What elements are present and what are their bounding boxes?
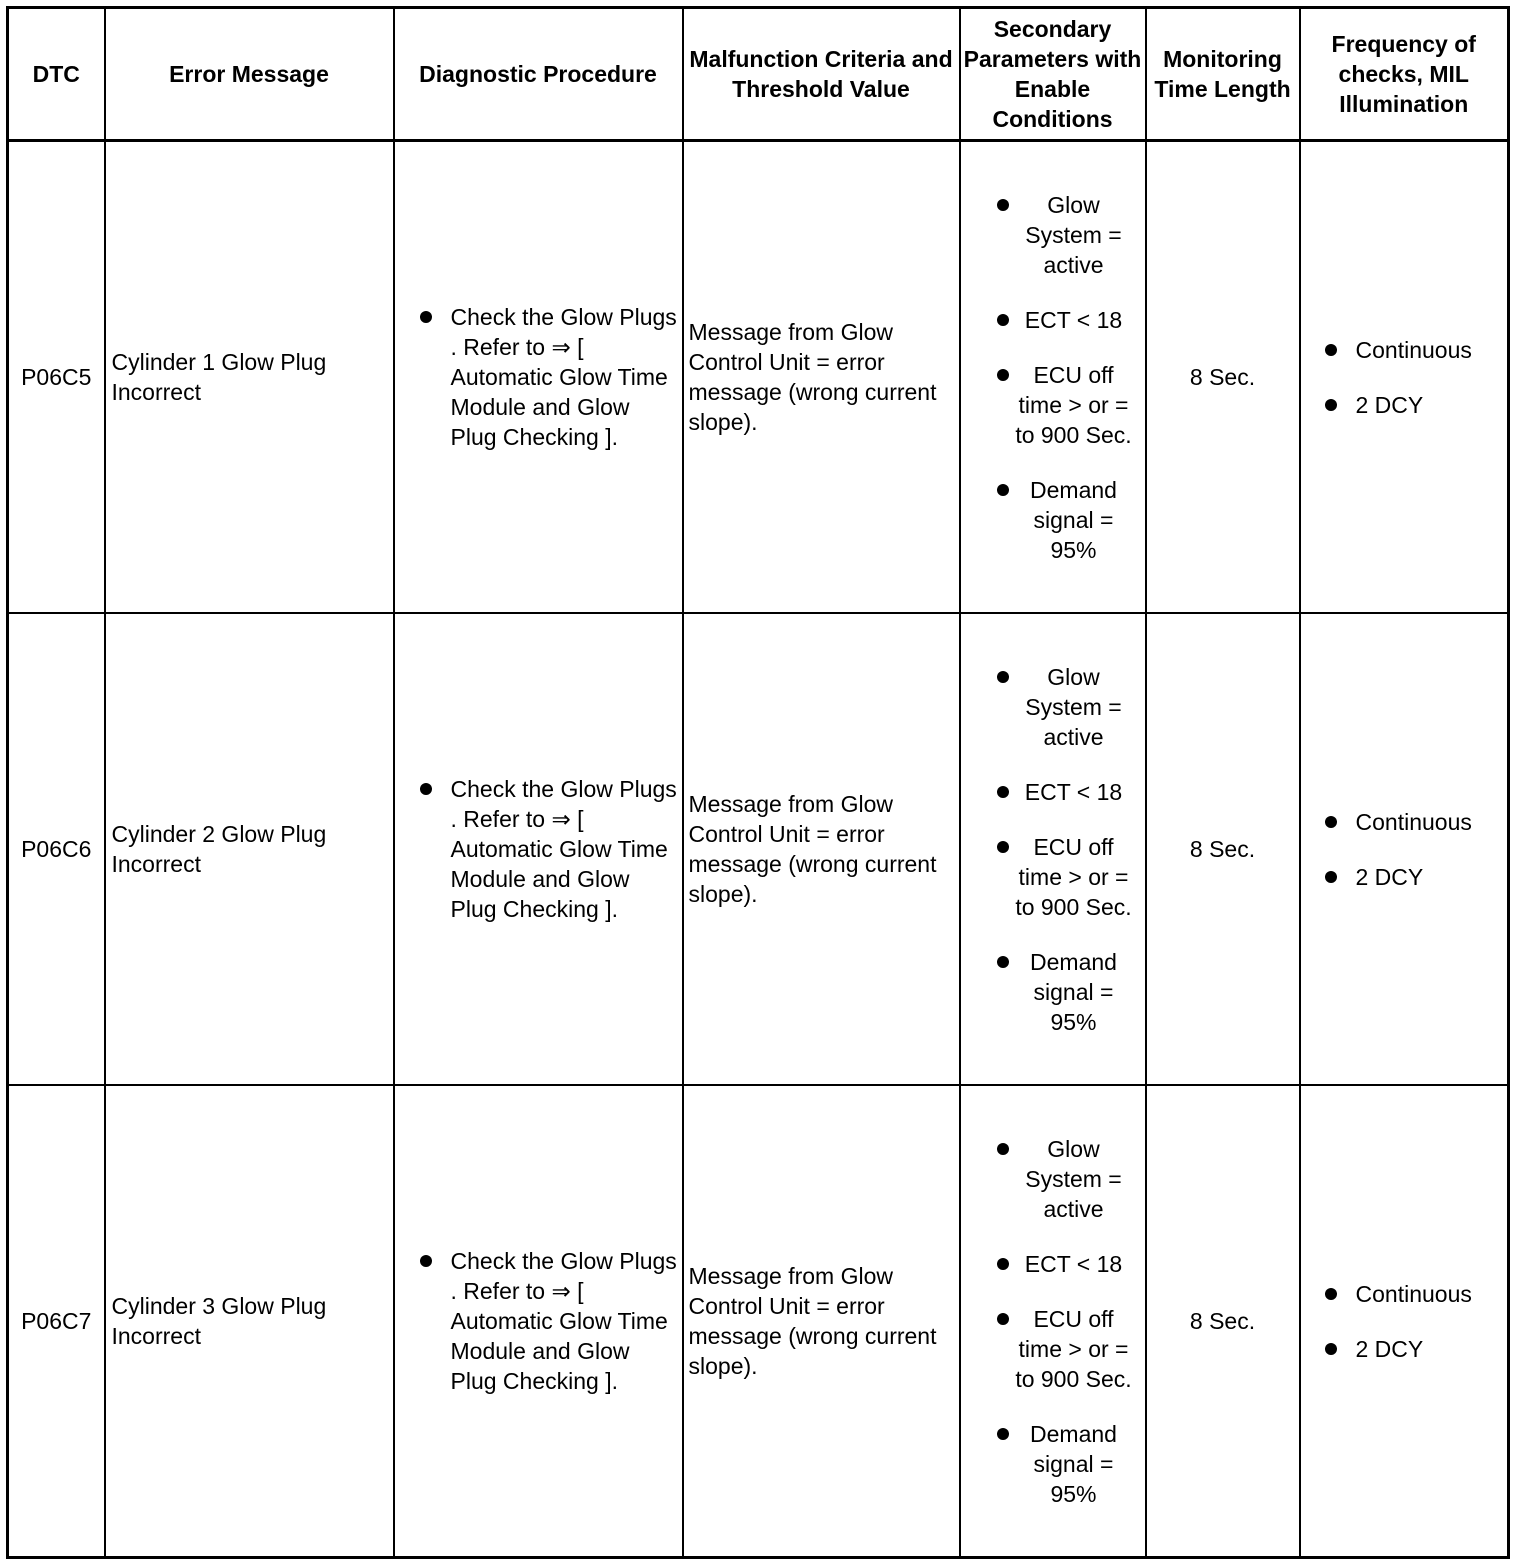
bullet-icon: [997, 484, 1009, 496]
secondary-param-text: Demand signal = 95%: [1030, 948, 1117, 1035]
monitoring-time: 8 Sec.: [1146, 1085, 1300, 1558]
secondary-param-item: [1013, 777, 1135, 807]
frequency-text: Continuous: [1355, 336, 1472, 363]
frequency-text: 2 DCY: [1355, 1335, 1424, 1362]
frequency-text: Continuous: [1355, 1280, 1472, 1307]
header-dtc: DTC: [8, 8, 105, 141]
diagnostic-procedure-cell: [394, 1085, 683, 1558]
dtc-document: [6, 6, 1510, 1559]
secondary-param-item: [1013, 662, 1135, 752]
frequency-text: Continuous: [1355, 808, 1472, 835]
secondary-param-item: [1013, 832, 1135, 922]
secondary-param-item: [1013, 475, 1135, 565]
secondary-param-text: Demand signal = 95%: [1030, 1420, 1117, 1507]
procedure-text: Check the Glow Plugs . Refer to ⇒ [ Automatic Glow Time Module and Glow Plug Checking ].: [450, 304, 677, 450]
malfunction-criteria: Message from Glow Control Unit = error message (wrong current slope).: [683, 613, 960, 1085]
header-diagnostic-procedure: Diagnostic Procedure: [394, 8, 683, 141]
bullet-icon: [1325, 344, 1337, 356]
secondary-param-item: [1013, 305, 1135, 335]
frequency-text: 2 DCY: [1355, 391, 1424, 418]
diagnostic-procedure-cell: [394, 613, 683, 1085]
frequency-cell: [1300, 613, 1509, 1085]
secondary-param-item: [1013, 1249, 1135, 1279]
frequency-item: [1325, 390, 1508, 420]
secondary-param-item: [1013, 1304, 1135, 1394]
secondary-param-item: [1013, 1134, 1135, 1224]
secondary-param-text: Demand signal = 95%: [1030, 476, 1117, 563]
header-monitoring-time: Monitoring Time Length: [1146, 8, 1300, 141]
dtc-code: P06C5: [8, 141, 105, 614]
frequency-item: [1325, 862, 1508, 892]
procedure-item: [417, 774, 682, 924]
secondary-param-text: ECT < 18: [1024, 306, 1123, 333]
table-row: [8, 141, 1509, 614]
header-secondary-parameters: Secondary Parameters with Enable Conditions: [960, 8, 1146, 141]
secondary-param-text: Glow System = active: [1025, 1135, 1122, 1222]
bullet-icon: [997, 1428, 1009, 1440]
bullet-icon: [1325, 871, 1337, 883]
bullet-icon: [420, 311, 432, 323]
secondary-parameters-cell: [960, 141, 1146, 614]
diagnostic-procedure-cell: [394, 141, 683, 614]
monitoring-time: 8 Sec.: [1146, 141, 1300, 614]
header-malfunction-criteria: Malfunction Criteria and Threshold Value: [683, 8, 960, 141]
secondary-param-text: ECU off time > or = to 900 Sec.: [1015, 361, 1132, 448]
procedure-item: [417, 1246, 682, 1396]
malfunction-criteria: Message from Glow Control Unit = error message (wrong current slope).: [683, 141, 960, 614]
frequency-cell: [1300, 1085, 1509, 1558]
frequency-cell: [1300, 141, 1509, 614]
bullet-icon: [997, 369, 1009, 381]
bullet-icon: [997, 199, 1009, 211]
dtc-code: P06C7: [8, 1085, 105, 1558]
secondary-param-text: ECT < 18: [1024, 778, 1123, 805]
dtc-code: P06C6: [8, 613, 105, 1085]
dtc-table: [6, 6, 1510, 1559]
procedure-item: [417, 302, 682, 452]
bullet-icon: [997, 786, 1009, 798]
bullet-icon: [1325, 1343, 1337, 1355]
table-row: [8, 1085, 1509, 1558]
bullet-icon: [420, 783, 432, 795]
bullet-icon: [997, 1313, 1009, 1325]
error-message: Cylinder 1 Glow Plug Incorrect: [105, 141, 394, 614]
bullet-icon: [1325, 399, 1337, 411]
secondary-param-item: [1013, 947, 1135, 1037]
header-row: [8, 8, 1509, 141]
secondary-param-text: Glow System = active: [1025, 191, 1122, 278]
frequency-item: [1325, 1334, 1508, 1364]
secondary-param-item: [1013, 190, 1135, 280]
malfunction-criteria: Message from Glow Control Unit = error message (wrong current slope).: [683, 1085, 960, 1558]
secondary-param-text: Glow System = active: [1025, 663, 1122, 750]
bullet-icon: [997, 671, 1009, 683]
secondary-param-text: ECU off time > or = to 900 Sec.: [1015, 833, 1132, 920]
bullet-icon: [420, 1255, 432, 1267]
frequency-item: [1325, 1279, 1508, 1309]
bullet-icon: [1325, 1288, 1337, 1300]
frequency-item: [1325, 807, 1508, 837]
monitoring-time: 8 Sec.: [1146, 613, 1300, 1085]
bullet-icon: [997, 1143, 1009, 1155]
procedure-text: Check the Glow Plugs . Refer to ⇒ [ Automatic Glow Time Module and Glow Plug Checking ].: [450, 776, 677, 922]
frequency-text: 2 DCY: [1355, 863, 1424, 890]
secondary-parameters-cell: [960, 613, 1146, 1085]
secondary-param-item: [1013, 360, 1135, 450]
error-message: Cylinder 3 Glow Plug Incorrect: [105, 1085, 394, 1558]
bullet-icon: [997, 1258, 1009, 1270]
secondary-parameters-cell: [960, 1085, 1146, 1558]
error-message: Cylinder 2 Glow Plug Incorrect: [105, 613, 394, 1085]
procedure-text: Check the Glow Plugs . Refer to ⇒ [ Automatic Glow Time Module and Glow Plug Checking ].: [450, 1248, 677, 1394]
header-error-message: Error Message: [105, 8, 394, 141]
table-row: [8, 613, 1509, 1085]
secondary-param-text: ECT < 18: [1024, 1250, 1123, 1277]
bullet-icon: [997, 841, 1009, 853]
frequency-item: [1325, 335, 1508, 365]
bullet-icon: [1325, 816, 1337, 828]
bullet-icon: [997, 956, 1009, 968]
bullet-icon: [997, 314, 1009, 326]
secondary-param-item: [1013, 1419, 1135, 1509]
header-frequency: Frequency of checks, MIL Illumination: [1300, 8, 1509, 141]
secondary-param-text: ECU off time > or = to 900 Sec.: [1015, 1305, 1132, 1392]
